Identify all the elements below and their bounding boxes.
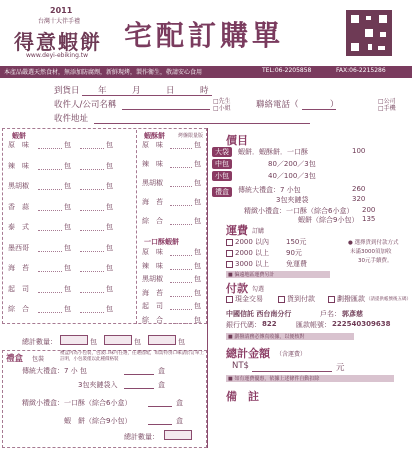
- bite-cracker-title: 一口酥蝦餅: [144, 238, 179, 246]
- crispy-cracker-subtitle: 烤盤限量版: [178, 133, 204, 139]
- total-qty-field-2[interactable]: [104, 335, 132, 345]
- unit-label: 包: [106, 223, 113, 231]
- unit-label: 包: [106, 243, 113, 252]
- shrimp-cracker-title: 蝦餅: [12, 132, 26, 140]
- qty-field[interactable]: [80, 148, 104, 149]
- qty-field[interactable]: [80, 292, 104, 293]
- qty-field[interactable]: [38, 292, 62, 293]
- unit-label: 包: [194, 198, 201, 206]
- unit-label: 包: [64, 182, 71, 190]
- unit-label: 包: [194, 141, 201, 149]
- qty-field[interactable]: [170, 148, 192, 149]
- cracker-flavor: 原 味: [142, 248, 163, 256]
- crispy-cracker-title: 蝦酥餅: [144, 132, 165, 140]
- qty-field[interactable]: [170, 269, 192, 270]
- unit-label: 包: [106, 161, 113, 170]
- payment-title: 付款: [226, 282, 248, 295]
- qty-field[interactable]: [170, 282, 192, 283]
- form-title: 宅配訂購單: [124, 19, 285, 52]
- unit-label: 包: [64, 264, 71, 272]
- brand-logo: [12, 6, 112, 60]
- unit-label: 包: [64, 141, 71, 149]
- gift-row-2: 3包夾鏈袋入: [78, 381, 118, 389]
- qty-field[interactable]: [38, 169, 62, 170]
- shipping-option-3[interactable]: 3000 以上: [226, 259, 269, 269]
- gift-total-label: 總計數量：: [124, 433, 159, 441]
- total-qty-field-1[interactable]: [60, 335, 88, 345]
- unit-label: 包: [194, 160, 201, 168]
- address-field[interactable]: [94, 123, 310, 124]
- cracker-flavor: 海 苔: [142, 198, 163, 206]
- cracker-flavor: 辣 味: [142, 261, 163, 270]
- total-amount-title: 總計金額: [226, 347, 270, 360]
- unit-label: 包: [194, 315, 201, 324]
- unit-label: 包: [194, 275, 201, 283]
- banner-tel: TEL:06-2205858: [262, 67, 312, 74]
- cracker-flavor: 海 苔: [142, 288, 163, 297]
- cracker-flavor: 黑胡椒: [142, 179, 163, 187]
- gift-row-3: 精緻小禮盒：一口酥（綜合6小盒）: [22, 399, 132, 407]
- unit-label: 包: [194, 179, 201, 187]
- cracker-flavor: 黑胡椒: [142, 275, 163, 283]
- qty-field[interactable]: [170, 255, 192, 256]
- qty-field[interactable]: [38, 271, 62, 272]
- arrival-date-label: 到貨日: [54, 86, 80, 96]
- brand-name: 得意蝦餅: [14, 30, 102, 54]
- remarks-field[interactable]: [212, 402, 408, 446]
- qty-field[interactable]: [80, 210, 104, 211]
- unit-label: 包: [106, 141, 113, 149]
- total-qty-field-3[interactable]: [148, 335, 176, 345]
- shrimp-cracker-flavor: 辣 味: [8, 161, 29, 170]
- shrimp-cracker-flavor: 原 味: [8, 141, 29, 149]
- gift-box-title: 禮盒: [6, 354, 24, 364]
- cracker-flavor: 綜 合: [142, 315, 163, 324]
- qty-field[interactable]: [38, 210, 62, 211]
- unit-label: 包: [106, 182, 113, 190]
- cracker-flavor: 綜 合: [142, 217, 163, 225]
- cracker-flavor: 起 司: [142, 302, 163, 310]
- shrimp-cracker-flavor: 香 蒜: [8, 202, 29, 211]
- qty-field[interactable]: [170, 309, 192, 310]
- qty-field[interactable]: [80, 271, 104, 272]
- qty-field[interactable]: [170, 296, 192, 297]
- qty-field[interactable]: [38, 148, 62, 149]
- qty-field[interactable]: [38, 251, 62, 252]
- unit-label: 包: [194, 217, 201, 225]
- shrimp-cracker-flavor: 起 司: [8, 284, 29, 293]
- total-qty-label: 總計數量：: [22, 338, 57, 346]
- unit-label: 包: [106, 284, 113, 293]
- remarks-title: 備 註: [226, 390, 259, 403]
- qty-field[interactable]: [80, 189, 104, 190]
- banner-fax: FAX:06-2215286: [336, 67, 386, 74]
- banner-slogan: 本產品嚴選天然食材，無添加防腐劑，新鮮現烤，製作衛生，敬請安心食用: [4, 69, 203, 76]
- unit-label: 包: [64, 161, 71, 170]
- unit-label: 包: [106, 305, 113, 313]
- unit-label: 包: [194, 288, 201, 297]
- unit-label: 包: [194, 248, 201, 256]
- unit-label: 包: [194, 261, 201, 270]
- unit-label: 包: [64, 284, 71, 293]
- shrimp-cracker-flavor: 黑胡椒: [8, 182, 29, 190]
- banner: [0, 66, 412, 78]
- payment-option-transfer[interactable]: 劃撥匯款: [328, 294, 365, 304]
- shipping-option-2[interactable]: 2000 以上: [226, 248, 269, 258]
- qty-field[interactable]: [170, 167, 192, 168]
- unit-label: 包: [64, 202, 71, 211]
- shrimp-cracker-flavor: 墨西哥: [8, 243, 29, 252]
- gift-row-1: 傳統大禮盒：7 小 包: [22, 367, 87, 375]
- payment-option-cash[interactable]: 現金交易: [226, 294, 263, 304]
- cracker-flavor: 辣 味: [142, 160, 163, 168]
- shipping-title: 運費: [226, 224, 248, 237]
- shrimp-cracker-flavor: 泰 式: [8, 223, 29, 231]
- address-label: 收件地址: [54, 114, 89, 124]
- shrimp-cracker-flavor: 綜 合: [8, 305, 29, 313]
- qty-field[interactable]: [170, 186, 192, 187]
- qty-field[interactable]: [80, 251, 104, 252]
- phone-label: 聯絡電話（: [256, 100, 299, 110]
- gift-row-4: 蝦 餅（綜合9小包）: [64, 417, 132, 425]
- qty-field[interactable]: [38, 312, 62, 313]
- unit-label: 包: [106, 202, 113, 211]
- cracker-flavor: 原 味: [142, 141, 163, 149]
- qty-field[interactable]: [80, 230, 104, 231]
- qty-field[interactable]: [38, 189, 62, 190]
- unit-label: 包: [64, 305, 71, 313]
- unit-label: 包: [194, 302, 201, 310]
- shipping-option-1[interactable]: 2000 以內: [226, 237, 269, 247]
- total-amount-field[interactable]: [252, 371, 332, 372]
- gift-box-note: 禮盒內為小包裝，包裝口味可任選，任選搭配，如需特別口味請於訂單上註明，小包裝僅以此種價格裝: [60, 351, 204, 362]
- recipient-field[interactable]: [122, 109, 210, 110]
- qty-field[interactable]: [170, 323, 192, 324]
- qty-field[interactable]: [80, 169, 104, 170]
- shrimp-cracker-flavor: 海 苔: [8, 264, 29, 272]
- brand-award: 台灣十大伴手禮: [38, 18, 81, 25]
- recipient-label: 收件人/公司名稱: [54, 100, 117, 110]
- price-title: 價目: [226, 134, 248, 147]
- qty-field[interactable]: [170, 224, 192, 225]
- qty-field[interactable]: [38, 230, 62, 231]
- unit-label: 包: [106, 264, 113, 272]
- brand-year: 2011: [50, 6, 73, 15]
- qr-code: [346, 10, 392, 56]
- brand-url: www.deyi-ebiking.tw: [26, 52, 89, 59]
- unit-label: 包: [64, 243, 71, 252]
- qty-field[interactable]: [80, 312, 104, 313]
- qty-field[interactable]: [170, 205, 192, 206]
- payment-option-cod[interactable]: 貨到付款: [278, 294, 315, 304]
- gift-total-field[interactable]: [164, 430, 192, 440]
- unit-label: 包: [64, 223, 71, 231]
